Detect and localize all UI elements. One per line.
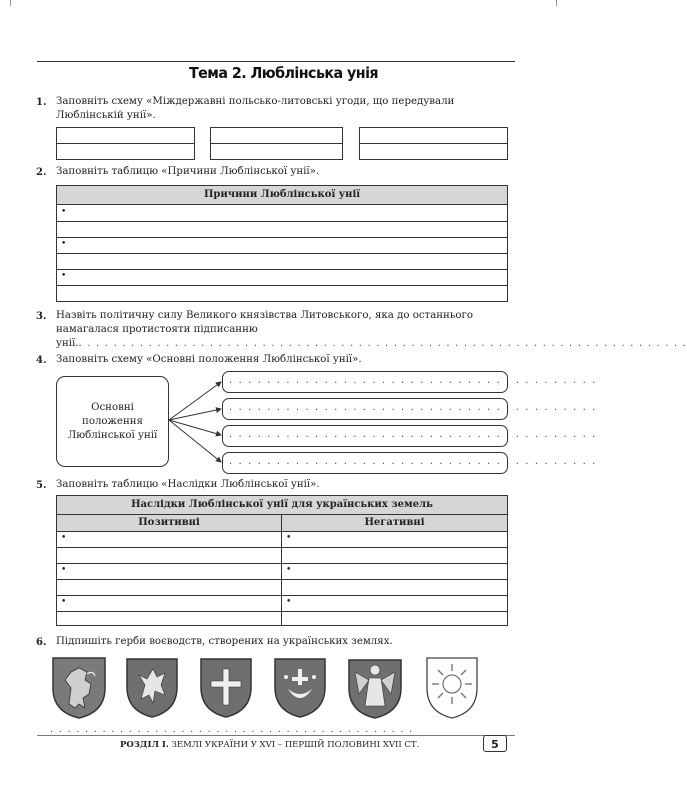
bullet: • <box>61 565 67 575</box>
causes-table <box>56 185 508 302</box>
answer-dots: . . . . . . . . . . . . . . . . . . . . . . . . . . . . . . . . . . . . . . . <box>229 456 597 467</box>
bullet: • <box>61 597 67 607</box>
bullet: • <box>61 533 67 543</box>
row-line <box>57 579 507 580</box>
question-number: 6. <box>36 637 47 648</box>
question-number: 4. <box>36 355 47 366</box>
scheme-box[interactable] <box>210 127 343 144</box>
crop-mark <box>556 0 567 6</box>
crop-mark <box>0 0 11 6</box>
bullet: • <box>286 597 292 607</box>
scheme-answer-pill[interactable] <box>222 398 597 420</box>
question-number: 1. <box>36 97 47 108</box>
bullet: • <box>286 533 292 543</box>
table-header: Причини Люблінської унії <box>57 186 507 205</box>
bullet: • <box>61 239 67 249</box>
answer-dots[interactable]: . . . . . . . . . . . . . . . . . . . . . . . . . . . . . . . . . . . . . . . . . . . . . . . . . . . . . . . . . . . . . . . . . . . . . . <box>78 338 687 349</box>
question-number: 5. <box>36 480 47 491</box>
row-line <box>57 611 507 612</box>
row-line <box>57 595 507 596</box>
consequences-table <box>56 495 508 626</box>
question-text: Заповніть таблицю «Наслідки Люблінської унії». <box>56 479 320 490</box>
footer-section: РОЗДІЛ I. <box>120 740 169 750</box>
scheme-answer-pill[interactable] <box>222 371 597 393</box>
question-text: Заповніть схему «Міждержавні польсько-литовські угоди, що передували Люблінській унії». <box>56 96 455 121</box>
question-text-content: Назвіть політичну силу Великого князівства Литовського, яка до останнього намагалася протистояти підписанню унії. <box>56 310 474 349</box>
question-number: 3. <box>36 311 47 322</box>
crescent-cross-coat-icon <box>271 655 329 719</box>
page-number: 5 <box>483 735 507 752</box>
row-line <box>57 269 507 270</box>
question-number: 2. <box>36 167 47 178</box>
row-line <box>57 221 507 222</box>
row-line <box>57 285 507 286</box>
row-line <box>57 237 507 238</box>
bullet: • <box>61 207 67 217</box>
question-text: Заповніть схему «Основні положення Люблінської унії». <box>56 354 362 365</box>
scheme-box[interactable] <box>56 127 195 144</box>
answer-dots: . . . . . . . . . . . . . . . . . . . . . . . . . . . . . . . . . . . . . . . <box>229 375 597 386</box>
column-divider <box>281 531 282 625</box>
archangel-coat-icon <box>345 654 405 720</box>
scheme-answer-pill[interactable] <box>222 452 597 474</box>
footer-rule <box>37 735 515 736</box>
row-line <box>57 563 507 564</box>
scheme-box[interactable] <box>210 143 343 160</box>
scheme-box[interactable] <box>359 127 508 144</box>
answer-dots: . . . . . . . . . . . . . . . . . . . . . . . . . . . . . . . . . . . . . . . <box>229 429 597 440</box>
griffin-coat-icon <box>123 655 181 719</box>
answer-dots: . . . . . . . . . . . . . . . . . . . . . . . . . . . . . . . . . . . . . . . <box>229 402 597 413</box>
scheme-box[interactable] <box>359 143 508 160</box>
lion-coat-icon <box>49 654 109 720</box>
cross-coat-icon <box>197 655 255 719</box>
question-text: Підпишіть герби воєводств, створених на українських землях. <box>56 636 393 647</box>
sun-coat-icon <box>421 654 483 720</box>
bullet: • <box>286 565 292 575</box>
scheme-arrows <box>165 372 225 472</box>
coat-answer-dots[interactable]: . . . . . . . . . . . . . . . . . . . . . . . . . . . . . . . . . . . . . . . . . . <box>50 724 414 735</box>
question-text: Заповніть таблицю «Причини Люблінської унії». <box>56 166 320 177</box>
column-header-positive: Позитивні <box>57 515 282 531</box>
table-header: Наслідки Люблінської унії для українських земель <box>57 496 507 515</box>
top-rule <box>37 61 515 62</box>
scheme-answer-pill[interactable] <box>222 425 597 447</box>
scheme-box[interactable] <box>56 143 195 160</box>
bullet: • <box>61 271 67 281</box>
question-text <box>56 309 687 351</box>
scheme-center-box: Основні положення Люблінської унії <box>56 376 169 467</box>
row-line <box>57 253 507 254</box>
footer-chapter: ЗЕМЛІ УКРАЇНИ У XVI – ПЕРШІЙ ПОЛОВИНІ XVII СТ. <box>171 740 420 750</box>
footer-text <box>120 740 419 750</box>
column-header-negative: Негативні <box>282 515 507 531</box>
page-title: Тема 2. Люблінська унія <box>188 64 379 82</box>
row-line <box>57 547 507 548</box>
row-line <box>57 531 507 532</box>
